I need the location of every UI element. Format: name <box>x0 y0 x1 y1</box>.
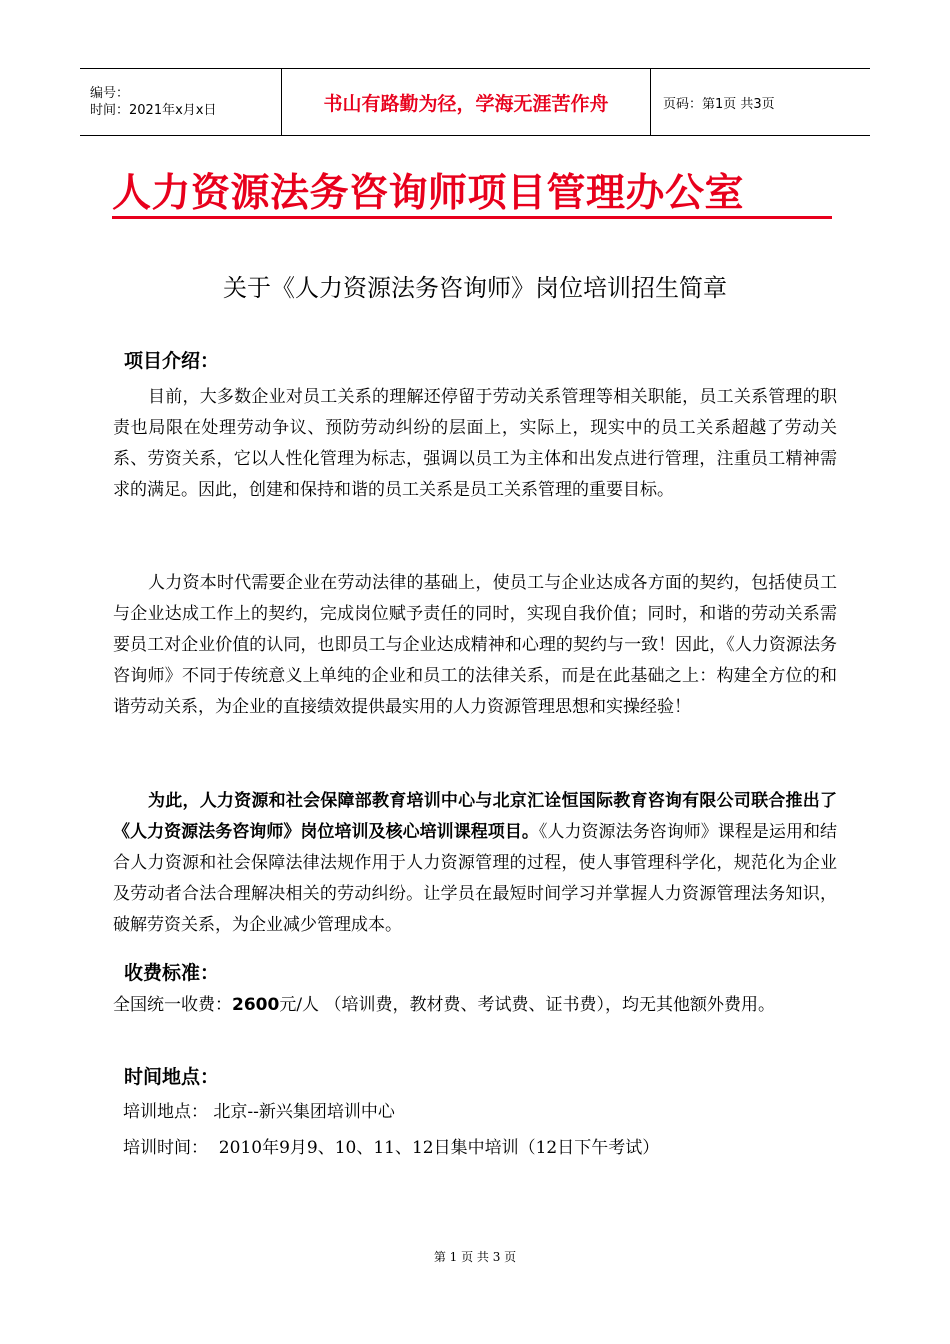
header-meta-cell <box>80 69 282 136</box>
intro-paragraph-3-bold: 为此，人力资源和社会保障部教育培训中心与北京汇诠恒国际教育咨询有限公司联合推出了《人力资源法务咨询师》岗位培训及核心培训课程项目。 <box>113 791 837 842</box>
document-title: 关于《人力资源法务咨询师》岗位培训招生简章 <box>223 274 727 302</box>
training-location: 培训地点： 北京--新兴集团培训中心 <box>123 1102 395 1122</box>
fee-prefix: 全国统一收费： <box>113 995 232 1015</box>
section-heading-intro: 项目介绍： <box>124 350 220 372</box>
section-heading-time-place: 时间地点： <box>124 1066 220 1088</box>
header-page-cell <box>651 69 871 136</box>
intro-paragraph-1: 目前，大多数企业对员工关系的理解还停留于劳动关系管理等相关职能，员工关系管理的职责也局限在处理劳动争议、预防劳动纠纷的层面上，实际上，现实中的员工关系超越了劳动关系、劳资关系，它以人性化管理为标志，强调以员工为主体和出发点进行管理，注重员工精神需求的满足。因此，创建和保持和谐的员工关系是员工关系管理的重要目标。 <box>113 387 837 500</box>
header-motto-cell <box>282 69 651 136</box>
training-time: 培训时间： 2010年9月9、10、11、12日集中培训（12日下午考试） <box>123 1138 660 1158</box>
fee-amount: 2600 <box>232 995 280 1015</box>
page-footer: 第 1 页 共 3 页 <box>433 1250 517 1264</box>
fee-suffix: 元/人 （培训费，教材费、考试费、证书费），均无其他额外费用。 <box>279 995 775 1015</box>
intro-paragraph-2: 人力资本时代需要企业在劳动法律的基础上，使员工与企业达成各方面的契约，包括使员工与企业达成工作上的契约，完成岗位赋予责任的同时，实现自我价值；同时，和谐的劳动关系需要员工对企业价值的认同，也即员工与企业达成精神和心理的契约与一致！因此，《人力资源法务咨询师》不同于传统意义上单纯的企业和员工的法律关系，而是在此基础之上：构建全方位的和谐劳动关系，为企业的直接绩效提供最实用的人力资源管理思想和实操经验！ <box>113 573 837 717</box>
header-table <box>80 68 870 136</box>
header-page-label: 页码：第1页 共3页 <box>663 96 775 112</box>
fee-paragraph <box>113 990 837 1021</box>
document-date-label: 时间：2021年x月x日 <box>90 103 217 118</box>
intro-paragraph-3 <box>113 786 837 941</box>
intro-paragraph-3-rest: 《人力资源法务咨询师》课程是运用和结合人力资源和社会保障法律法规作用于人力资源管理的过程，使人事管理科学化，规范化为企业及劳动者合法合理解决相关的劳动纠纷。让学员在最短时间学习并掌握人力资源管理法务知识，破解劳资关系，为企业减少管理成本。 <box>113 822 838 935</box>
section-heading-fee: 收费标准： <box>124 962 220 984</box>
header-motto: 书山有路勤为径，学海无涯苦作舟 <box>323 92 609 115</box>
office-title: 人力资源法务咨询师项目管理办公室 <box>112 171 745 216</box>
red-divider <box>112 216 832 219</box>
document-number-label: 编号： <box>90 86 130 101</box>
